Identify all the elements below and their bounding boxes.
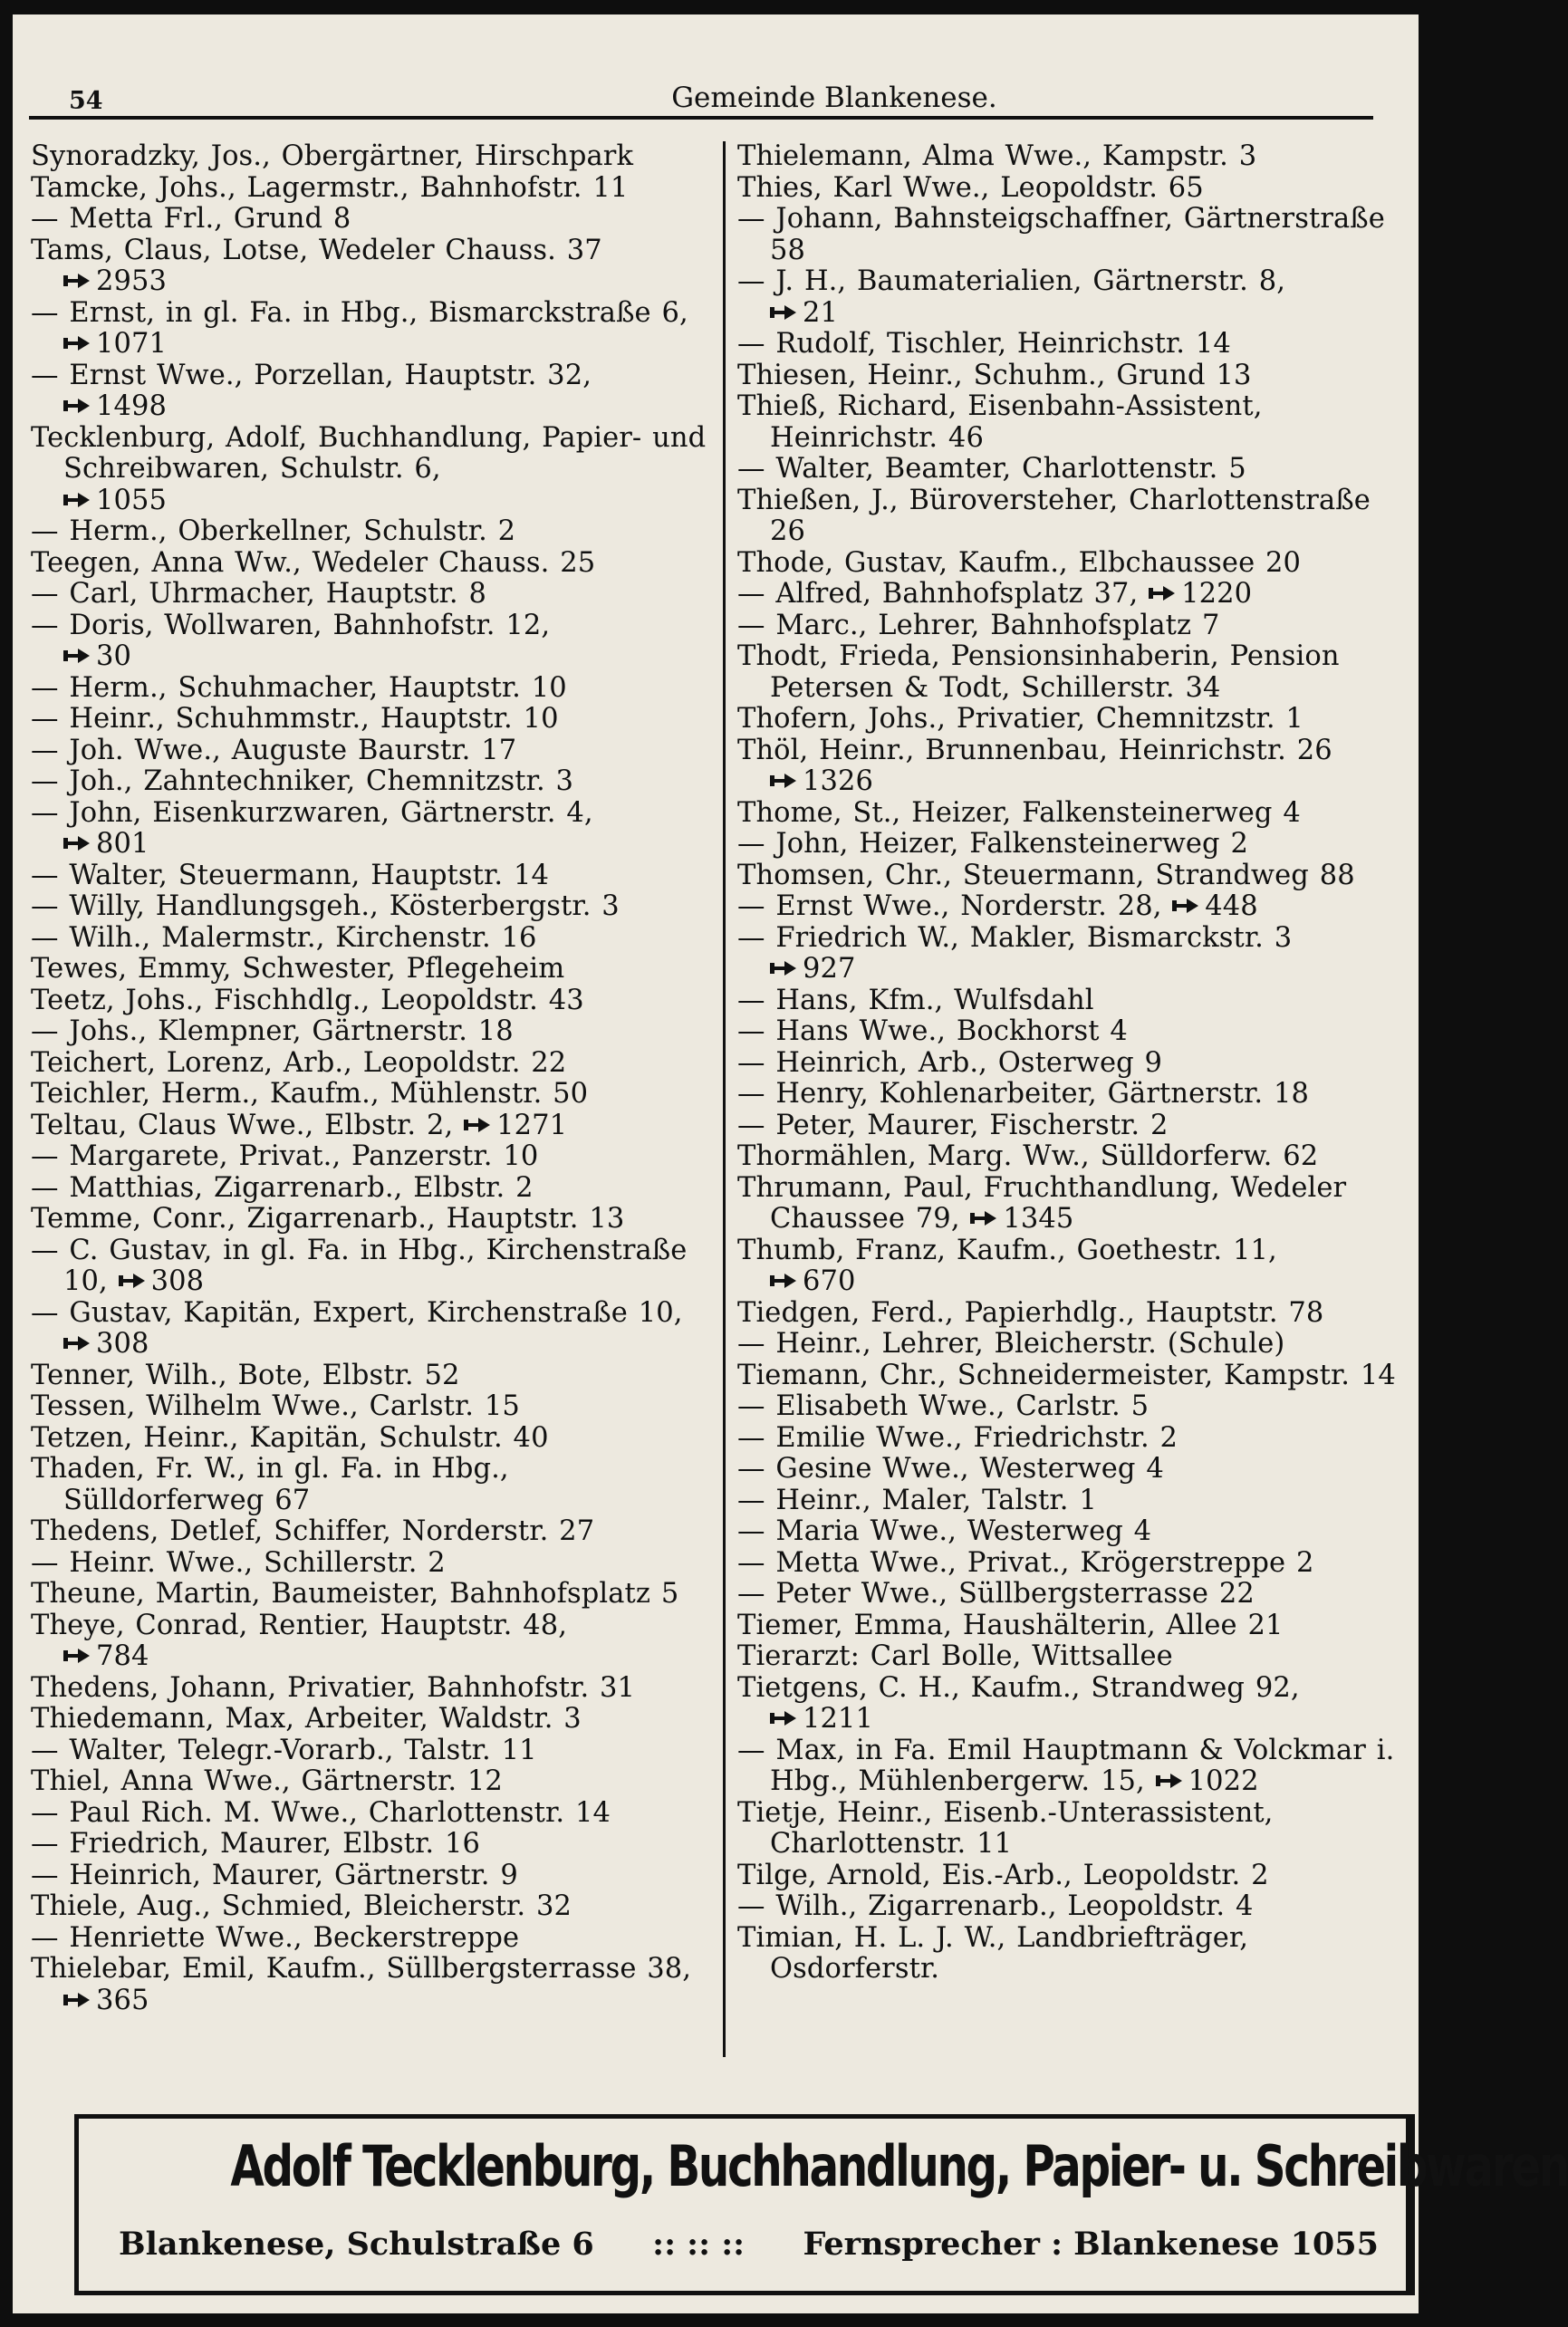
phone-number: 1326 (803, 765, 874, 797)
entry-text: — Henriette Wwe., Beckerstreppe (31, 1921, 520, 1954)
telephone-icon (63, 273, 91, 289)
entry-text: Tietje, Heinr., Eisenb.-Unterassistent, Charlottenstr. 11 (737, 1796, 1274, 1860)
directory-entry (737, 1141, 1408, 1173)
entry-text: Tetzen, Heinr., Kapitän, Schulstr. 40 (31, 1421, 549, 1454)
entry-text: — Friedrich W., Makler, Bismarckstr. 3 (737, 921, 1293, 954)
directory-entry (31, 1173, 708, 1205)
telephone-icon (63, 335, 91, 351)
entry-text: Thielemann, Alma Wwe., Kampstr. 3 (737, 140, 1257, 172)
phone-number: 1071 (96, 328, 168, 360)
entry-text: — Friedrich, Maurer, Elbstr. 16 (31, 1828, 481, 1860)
entry-text: — Matthias, Zigarrenarb., Elbstr. 2 (31, 1171, 534, 1204)
entry-text: Theune, Martin, Baumeister, Bahnhofsplatz 5 (31, 1578, 679, 1610)
directory-entry (737, 923, 1408, 986)
telephone-icon (63, 492, 91, 508)
entry-text: Thiele, Aug., Schmied, Bleicherstr. 32 (31, 1890, 572, 1922)
directory-entry (737, 1111, 1408, 1142)
phone-number: 670 (803, 1265, 856, 1297)
entry-text: — Heinr. Wwe., Schillerstr. 2 (31, 1546, 446, 1579)
entry-text: Tiemann, Chr., Schneidermeister, Kampstr. 14 (737, 1359, 1396, 1391)
entry-text: Thiel, Anna Wwe., Gärtnerstr. 12 (31, 1765, 503, 1797)
directory-entry (737, 1923, 1408, 1986)
directory-entry (737, 861, 1408, 892)
phone-number: 927 (803, 953, 856, 985)
entry-text: — Willy, Handlungsgeh., Kösterbergstr. 3 (31, 890, 620, 922)
entry-text: — Metta Wwe., Privat., Krögerstreppe 2 (737, 1546, 1314, 1579)
telephone-icon (63, 1335, 91, 1351)
directory-entry (31, 1079, 708, 1111)
telephone-icon (770, 773, 797, 789)
entry-text: — Herm., Schuhmacher, Hauptstr. 10 (31, 671, 567, 704)
directory-entry (31, 1829, 708, 1861)
phone-number: 1220 (1181, 578, 1253, 610)
phone-number: 1022 (1188, 1765, 1259, 1797)
header-rule (29, 116, 1373, 120)
directory-entry (31, 986, 708, 1017)
phone-number: 1498 (96, 390, 168, 422)
entry-text: — Metta Frl., Grund 8 (31, 203, 351, 235)
directory-entry (737, 1548, 1408, 1580)
directory-entry (31, 1611, 708, 1673)
directory-entry (31, 891, 708, 923)
entry-text: Tessen, Wilhelm Wwe., Carlstr. 15 (31, 1390, 520, 1422)
directory-entry (737, 548, 1408, 580)
entry-text: Thaden, Fr. W., in gl. Fa. in Hbg., Sülldorferweg 67 (31, 1453, 509, 1516)
entry-text: — Hans Wwe., Bockhorst 4 (737, 1015, 1128, 1047)
directory-entry (31, 1298, 708, 1361)
advertisement-box (74, 2114, 1568, 2295)
entry-text: Thedens, Johann, Privatier, Bahnhofstr. 31 (31, 1671, 636, 1704)
directory-entry (31, 1923, 708, 1955)
directory-entry (737, 1236, 1408, 1298)
page-title: Gemeinde Blankenese. (671, 82, 997, 114)
entry-text: — Margarete, Privat., Panzerstr. 10 (31, 1140, 539, 1172)
telephone-icon (770, 960, 797, 976)
entry-text: — Peter Wwe., Süllbergsterrasse 22 (737, 1578, 1255, 1610)
directory-entry (31, 1704, 708, 1736)
directory-entry (31, 736, 708, 767)
entry-text: Thiesen, Heinr., Schuhm., Grund 13 (737, 359, 1252, 391)
directory-entry (31, 704, 708, 736)
directory-entry (31, 1236, 708, 1298)
entry-text: Thedens, Detlef, Schiffer, Norderstr. 27 (31, 1515, 595, 1547)
entry-text: Theye, Conrad, Rentier, Hauptstr. 48, (31, 1609, 568, 1641)
entry-text: Tamcke, Johs., Lagermstr., Bahnhofstr. 11 (31, 171, 629, 204)
directory-entry (737, 1391, 1408, 1423)
entry-text: Temme, Conr., Zigarrenarb., Hauptstr. 13 (31, 1203, 625, 1235)
directory-entry (31, 1891, 708, 1923)
phone-number: 2953 (96, 265, 168, 297)
directory-entry (31, 611, 708, 673)
directory-entry (31, 141, 708, 173)
directory-entry (737, 1173, 1408, 1236)
entry-text: — Heinrich, Maurer, Gärtnerstr. 9 (31, 1859, 518, 1891)
advertisement-headline: Adolf Tecklenburg, Buchhandlung, Papier- u. Schreibwaren (230, 2133, 1568, 2199)
entry-text: — Johann, Bahnsteigschaffner, Gärtnerstraße 58 (737, 203, 1385, 266)
entry-text: — Heinr., Maler, Talstr. 1 (737, 1484, 1097, 1516)
entry-text: Thielebar, Emil, Kaufm., Süllbergsterrasse 38, (31, 1953, 692, 1985)
directory-entry (31, 204, 708, 236)
directory-entry (737, 1798, 1408, 1861)
entry-text: — Walter, Telegr.-Vorarb., Talstr. 11 (31, 1734, 537, 1766)
telephone-icon (63, 835, 91, 851)
entry-text: Thormählen, Marg. Ww., Sülldorferw. 62 (737, 1140, 1319, 1172)
entry-text: — Gesine Wwe., Westerweg 4 (737, 1453, 1164, 1485)
entry-text: Thome, St., Heizer, Falkensteinerweg 4 (737, 796, 1301, 829)
entry-text: — C. Gustav, in gl. Fa. in Hbg., Kirchenstraße 10, (31, 1234, 688, 1297)
entry-text: Tecklenburg, Adolf, Buchhandlung, Papier- und Schreibwaren, Schulstr. 6, (31, 421, 707, 485)
entry-text: Thieß, Richard, Eisenbahn-Assistent, Heinrichstr. 46 (737, 390, 1263, 454)
phone-number: 365 (96, 1984, 149, 2016)
phone-number: 448 (1205, 890, 1258, 922)
entry-text: Timian, H. L. J. W., Landbriefträger, Osdorferstr. (737, 1921, 1248, 1985)
entry-text: Synoradzky, Jos., Obergärtner, Hirschpark (31, 140, 634, 172)
directory-entry (737, 1579, 1408, 1611)
entry-text: Tenner, Wilh., Bote, Elbstr. 52 (31, 1359, 460, 1391)
advertisement-phone: Fernsprecher : Blankenese 1055 (803, 2226, 1379, 2263)
entry-text: Teegen, Anna Ww., Wedeler Chauss. 25 (31, 546, 596, 579)
entry-text: — Heinr., Lehrer, Bleicherstr. (Schule) (737, 1328, 1285, 1360)
telephone-icon (1156, 1773, 1183, 1789)
entry-text: Thrumann, Paul, Fruchthandlung, Wedeler Chaussee 79, (737, 1171, 1347, 1235)
telephone-icon (770, 304, 797, 321)
directory-entry (31, 1673, 708, 1705)
directory-entry (737, 1516, 1408, 1548)
directory-entry (31, 1361, 708, 1392)
directory-entry (31, 1766, 708, 1798)
entry-text: Teichert, Lorenz, Arb., Leopoldstr. 22 (31, 1046, 567, 1079)
phone-number: 1271 (496, 1109, 568, 1141)
telephone-icon (770, 1710, 797, 1726)
directory-entry (31, 1391, 708, 1423)
directory-entry (737, 454, 1408, 486)
entry-text: — Carl, Uhrmacher, Hauptstr. 8 (31, 578, 487, 610)
entry-text: Thodt, Frieda, Pensionsinhaberin, Pension Petersen & Todt, Schillerstr. 34 (737, 640, 1340, 704)
directory-entry (737, 704, 1408, 736)
directory-entry (31, 1516, 708, 1548)
entry-text: — Emilie Wwe., Friedrichstr. 2 (737, 1421, 1178, 1454)
entry-text: — Alfred, Bahnhofsplatz 37, (737, 578, 1139, 610)
telephone-icon (63, 1648, 91, 1664)
directory-entry (31, 1736, 708, 1767)
entry-text: — Henry, Kohlenarbeiter, Gärtnerstr. 18 (737, 1078, 1309, 1110)
directory-entry (737, 641, 1408, 704)
directory-entry (737, 1329, 1408, 1361)
directory-entry (31, 1111, 708, 1142)
directory-entry (31, 766, 708, 798)
directory-entry (31, 361, 708, 423)
entry-text: Teichler, Herm., Kaufm., Mühlenstr. 50 (31, 1078, 589, 1110)
entry-text: — Gustav, Kapitän, Expert, Kirchenstraße 10, (31, 1296, 683, 1329)
directory-page (13, 14, 1568, 2313)
entry-text: — Johs., Klempner, Gärtnerstr. 18 (31, 1015, 514, 1047)
telephone-icon (63, 648, 91, 664)
directory-entry (737, 361, 1408, 392)
entry-text: — Max, in Fa. Emil Hauptmann & Volckmar i. Hbg., Mühlenbergerw. 15, (737, 1734, 1395, 1797)
directory-entry (737, 1361, 1408, 1392)
directory-entry (31, 954, 708, 986)
phone-number: 308 (150, 1265, 205, 1297)
entry-text: — Doris, Wollwaren, Bahnhofstr. 12, (31, 609, 551, 641)
entry-text: — Walter, Steuermann, Hauptstr. 14 (31, 859, 549, 891)
entry-text: Tilge, Arnold, Eis.-Arb., Leopoldstr. 2 (737, 1859, 1269, 1891)
page-header (60, 71, 1382, 121)
directory-entry (737, 986, 1408, 1017)
directory-entry (31, 1423, 708, 1455)
telephone-icon (770, 1273, 797, 1289)
directory-entry (737, 1861, 1408, 1892)
telephone-icon (464, 1117, 491, 1133)
directory-entry (737, 736, 1408, 798)
directory-entry (31, 923, 708, 955)
entry-text: Tierarzt: Carl Bolle, Wittsallee (737, 1640, 1173, 1672)
directory-entry (737, 391, 1408, 454)
entry-text: Tiedgen, Ferd., Papierhdlg., Hauptstr. 78 (737, 1296, 1324, 1329)
entry-text: Teltau, Claus Wwe., Elbstr. 2, (31, 1109, 454, 1141)
entry-text: Tams, Claus, Lotse, Wedeler Chauss. 37 (31, 234, 602, 266)
entry-text: — Wilh., Zigarrenarb., Leopoldstr. 4 (737, 1890, 1254, 1922)
telephone-icon (63, 1992, 91, 2008)
phone-number: 1211 (803, 1703, 874, 1735)
entry-text: Thofern, Johs., Privatier, Chemnitzstr. 1 (737, 703, 1303, 735)
directory-entry (31, 173, 708, 205)
phone-number: 784 (96, 1640, 149, 1672)
advertisement-separator: :: :: :: (652, 2226, 746, 2263)
phone-number: 1345 (1003, 1203, 1074, 1235)
directory-entry (737, 173, 1408, 205)
directory-entry (737, 141, 1408, 173)
directory-entry (31, 548, 708, 580)
directory-entry (737, 579, 1408, 611)
directory-entry (737, 1486, 1408, 1517)
entry-text: Thomsen, Chr., Steuermann, Strandweg 88 (737, 859, 1355, 891)
entry-text: Tiemer, Emma, Haushälterin, Allee 21 (737, 1609, 1284, 1641)
entry-text: — Maria Wwe., Westerweg 4 (737, 1515, 1152, 1547)
telephone-icon (63, 398, 91, 414)
directory-entry (31, 861, 708, 892)
directory-entry (31, 1579, 708, 1611)
directory-entry (31, 1204, 708, 1236)
entry-text: — Elisabeth Wwe., Carlstr. 5 (737, 1390, 1150, 1422)
entry-text: — Wilh., Malermstr., Kirchenstr. 16 (31, 921, 537, 954)
directory-entry (737, 329, 1408, 361)
entry-text: — Marc., Lehrer, Bahnhofsplatz 7 (737, 609, 1220, 641)
directory-entry (737, 1423, 1408, 1455)
entry-text: — Paul Rich. M. Wwe., Charlottenstr. 14 (31, 1796, 611, 1829)
advertisement-location: Blankenese, Schulstraße 6 (119, 2226, 594, 2263)
directory-entry (31, 798, 708, 861)
advertisement-footer (119, 2226, 1379, 2263)
directory-entry (737, 891, 1408, 923)
directory-entry (31, 1454, 708, 1516)
entry-text: Tietgens, C. H., Kaufm., Strandweg 92, (737, 1671, 1300, 1704)
directory-entry (737, 1079, 1408, 1111)
directory-entry (31, 1048, 708, 1080)
entry-text: — Ernst Wwe., Porzellan, Hauptstr. 32, (31, 359, 592, 391)
entry-text: — Peter, Maurer, Fischerstr. 2 (737, 1109, 1169, 1141)
directory-entry (31, 423, 708, 517)
entry-text: — J. H., Baumaterialien, Gärtnerstr. 8, (737, 265, 1286, 297)
entry-text: Thode, Gustav, Kaufm., Elbchaussee 20 (737, 546, 1302, 579)
entry-text: — Ernst Wwe., Norderstr. 28, (737, 890, 1162, 922)
phone-number: 30 (96, 640, 132, 672)
entry-text: Teetz, Johs., Fischhdlg., Leopoldstr. 43 (31, 984, 584, 1016)
right-column (737, 141, 1408, 1986)
directory-entry (31, 1798, 708, 1830)
telephone-icon (1172, 898, 1199, 914)
directory-entry (737, 798, 1408, 830)
directory-entry (737, 266, 1408, 329)
entry-text: — Joh. Wwe., Auguste Baurstr. 17 (31, 734, 517, 766)
entry-text: Thiedemann, Max, Arbeiter, Waldstr. 3 (31, 1703, 582, 1735)
entry-text: — John, Heizer, Falkensteinerweg 2 (737, 828, 1248, 860)
directory-entry (737, 1736, 1408, 1798)
directory-entry (737, 1048, 1408, 1080)
entry-text: Thießen, J., Büroversteher, Charlottenstraße 26 (737, 484, 1371, 547)
entry-text: — Herm., Oberkellner, Schulstr. 2 (31, 515, 516, 547)
page-number: 54 (69, 87, 103, 115)
directory-entry (31, 1548, 708, 1580)
phone-number: 801 (96, 828, 149, 860)
directory-entry (31, 236, 708, 298)
directory-entry (737, 829, 1408, 861)
directory-entry (737, 1611, 1408, 1642)
directory-entry (31, 1016, 708, 1048)
entry-text: Tewes, Emmy, Schwester, Pflegeheim (31, 953, 565, 985)
telephone-icon (1149, 585, 1176, 601)
directory-entry (31, 516, 708, 548)
directory-entry (31, 579, 708, 611)
entry-text: Thöl, Heinr., Brunnenbau, Heinrichstr. 26 (737, 734, 1332, 766)
telephone-icon (119, 1273, 146, 1289)
phone-number: 308 (96, 1328, 149, 1360)
entry-text: — Heinr., Schuhmmstr., Hauptstr. 10 (31, 703, 559, 735)
entry-text: — Hans, Kfm., Wulfsdahl (737, 984, 1094, 1016)
directory-entry (737, 1298, 1408, 1330)
phone-number: 1055 (96, 484, 168, 516)
entry-text: — Joh., Zahntechniker, Chemnitzstr. 3 (31, 765, 574, 797)
entry-text: — Rudolf, Tischler, Heinrichstr. 14 (737, 328, 1231, 360)
entry-text: Thies, Karl Wwe., Leopoldstr. 65 (737, 171, 1204, 204)
left-column (31, 141, 708, 2016)
entry-text: — John, Eisenkurzwaren, Gärtnerstr. 4, (31, 796, 593, 829)
directory-entry (31, 1954, 708, 2016)
entry-text: — Walter, Beamter, Charlottenstr. 5 (737, 453, 1246, 485)
directory-entry (31, 298, 708, 361)
column-divider (723, 141, 726, 2057)
directory-entry (31, 1141, 708, 1173)
directory-entry (737, 611, 1408, 642)
directory-entry (737, 204, 1408, 266)
telephone-icon (970, 1210, 997, 1226)
phone-number: 21 (803, 296, 839, 329)
directory-entry (737, 1641, 1408, 1673)
directory-entry (31, 673, 708, 705)
entry-text: Thumb, Franz, Kaufm., Goethestr. 11, (737, 1234, 1277, 1266)
directory-entry (737, 1891, 1408, 1923)
entry-text: — Ernst, in gl. Fa. in Hbg., Bismarckstraße 6, (31, 296, 688, 329)
directory-entry (737, 1454, 1408, 1486)
directory-entry (31, 1861, 708, 1892)
directory-entry (737, 1016, 1408, 1048)
directory-entry (737, 486, 1408, 548)
entry-text: — Heinrich, Arb., Osterweg 9 (737, 1046, 1163, 1079)
directory-entry (737, 1673, 1408, 1736)
